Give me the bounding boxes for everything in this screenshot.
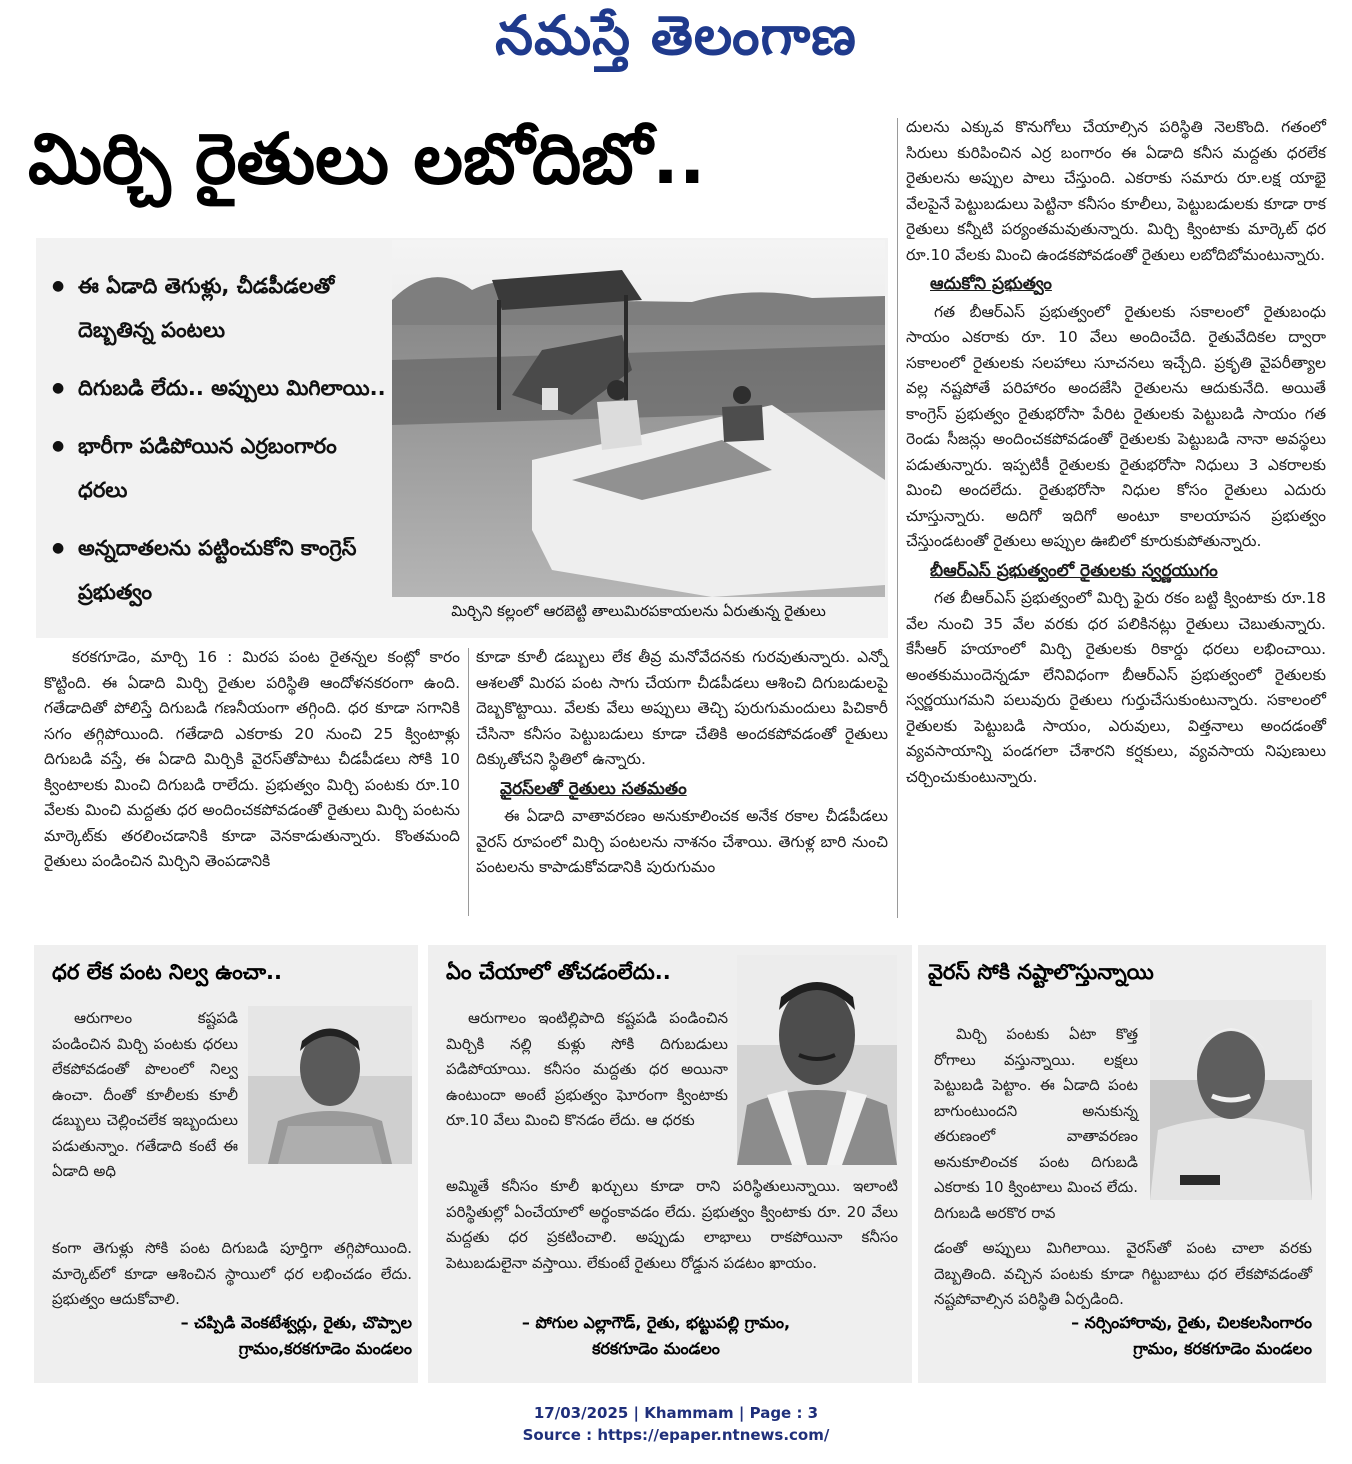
highlight-item: ● ఈ ఏడాది తెగుళ్లు, చీడపీడలతో దెబ్బతిన్న పంటలు: [52, 264, 392, 352]
farmer-portrait-3: [1150, 1000, 1312, 1200]
quote-title: వైరస్ సోకి నష్టాలొస్తున్నాయి: [928, 960, 1154, 984]
signature-line: గ్రామం,కరకగూడెం మండలం: [238, 1339, 412, 1358]
signature-line: – నర్సింహారావు, రైతు, చిలకలసింగారం: [1071, 1313, 1312, 1332]
signature-line: కరకగూడెం మండలం: [592, 1339, 720, 1358]
quote-paragraph: కంగా తెగుళ్లు సోకి పంట దిగుబడి పూర్తిగా తగ్గిపోయింది. మార్కెట్‌లో కూడా ఆశించిన స్థాయిలో ధర లభించడం లేదు. ప్రభుత్వం ఆదుకోవాలి.: [52, 1239, 412, 1308]
quote-text: [446, 1006, 728, 1134]
article-paragraph: గత బీఆర్ఎస్ ప్రభుత్వంలో రైతులకు సకాలంలో రైతుబంధు సాయం ఎకరాకు రూ. 10 వేలు అందించేది. రైతువేదికల ద్వారా సకాలంలో రైతులకు సలహాలు సూచనలు ఇచ్చేది. ప్రకృతి వైపరీత్యాల వల్ల నష్టపోతే పరిహారం అందజేసి రైతులను ఆదుకునేది. అయితే కాంగ్రెస్ ప్రభుత్వం రైతుభరోసా పేరిట రైతులకు పెట్టుబడి సాయం గత రెండు సీజన్లు అందించకపోవడంతో రైతులకు పెట్టుబడి నానా అవస్థలు పడుతున్నారు. ఇప్పటికీ రైతులకు రైతుభరోసా నిధులు 3 ఎకరాలకు మించి అందలేదు. రైతుభరోసా నిధుల కోసం రైతులు ఎదురు చూస్తున్నారు. అదిగో ఇదిగో అంటూ కాలయాపన ప్రభుత్వం చేస్తుండటంతో రైతులు అప్పుల ఊబిలో కూరుకుపోతున్నారు.: [906, 302, 1326, 550]
farmers-drying-chillies-photo: [392, 240, 885, 597]
quote-paragraph: ఆరుగాలం కష్టపడి పండించిన మిర్చి పంటకు ధరలు లేకపోవడంతో పొలంలో నిల్వ ఉంచా. దీంతో కూలీలకు కూలీ డబ్బులు చెల్లించలేక ఇబ్బందులు పడుతున్నాం. గతేడాది కంటే ఈ ఏడాది అధి: [52, 1009, 238, 1180]
subheading-government: ఆదుకోని ప్రభుత్వం: [930, 274, 1052, 294]
quote-paragraph: డంతో అప్పులు మిగిలాయి. వైరస్‌తో పంట చాలా వరకు దెబ్బతింది. వచ్చిన పంటకు కూడా గిట్టుబాటు ధర లేకపోవడంతో నష్టపోవాల్సిన పరిస్థితి ఏర్పడింది.: [934, 1239, 1312, 1308]
farmer-portrait-1: [248, 1006, 412, 1164]
article-column-2: [476, 645, 888, 881]
highlights-list: [52, 264, 392, 628]
quote-paragraph: అమ్మితే కనీసం కూలీ ఖర్చులు కూడా రాని పరిస్థితులున్నాయి. ఇలాంటి పరిస్థితుల్లో ఏంచేయాలో అర్థంకావడం లేదు. ప్రభుత్వం క్వింటాకు రూ. 20 వేలు మద్దతు ధర ప్రకటించాలి. అప్పుడు లాభాలు రాకపోయినా కనీసం పెటుబడులైనా వస్తాయి. లేకుంటే రైతులు రోడ్డున పడటం ఖాయం.: [446, 1177, 898, 1272]
article-column-3: [906, 115, 1326, 790]
quote-text-continued: [934, 1236, 1312, 1313]
quote-signature: [52, 1310, 412, 1362]
source-link[interactable]: Source : https://epaper.ntnews.com/: [522, 1426, 830, 1444]
signature-line: గ్రామం, కరకగూడెం మండలం: [1133, 1339, 1312, 1358]
article-paragraph: కరకగూడెం, మార్చి 16 : మిరప పంట రైతన్నల కంట్లో కారం కొట్టింది. ఈ ఏడాది మిర్చి రైతుల పరిస్థితి ఆందోళనకరంగా ఉంది. గతేడాదితో పోలిస్తే దిగుబడి గణనీయంగా తగ్గింది. ధర కూడా సగానికి సగం తగ్గిపోయింది. గతేడాది ఎకరాకు 20 నుంచి 25 క్వింటాళ్లు దిగుబడి వస్తే, ఈ ఏడాది మిర్చికి వైరస్‌తోపాటు చీడపీడలు సోకి 10 క్వింటాలకు మించి దిగుబడి రాలేదు. ప్రభుత్వం మిర్చి పంటకు రూ.10 వేలకు మించి మద్దతు ధర అందించకపోవడంతో రైతులు మిర్చి పంటను మార్కెట్‌కు తరలించడానికి కూడా వెనకాడుతున్నారు. కొంతమంది రైతులు పండించిన మిర్చిని తెంపడానికి: [44, 648, 460, 870]
headline: మిర్చి రైతులు లబోదిబో..: [28, 118, 706, 200]
photo-caption: మిర్చిని కల్లంలో ఆరబెట్టి తాలుమిరపకాయలను ఏరుతున్న రైతులు: [451, 602, 826, 620]
quote-title: ధర లేక పంట నిల్వ ఉంచా..: [52, 960, 282, 984]
signature-line: – చప్పిడి వెంకటేశ్వర్లు, రైతు, చొప్పాల: [180, 1313, 412, 1332]
quote-signature: [934, 1310, 1312, 1362]
page-footer: [0, 1402, 1352, 1446]
highlight-item: ● దిగుబడి లేదు.. అప్పులు మిగిలాయి..: [52, 366, 392, 410]
article-paragraph: దులను ఎక్కువ కొనుగోలు చేయాల్సిన పరిస్థితి నెలకొంది. గతంలో సిరులు కురిపించిన ఎర్ర బంగారం ఈ ఏడాది కనీస మద్దతు ధరలేక రైతులను అప్పుల పాలు చేస్తుంది. ఎకరాకు సమారు రూ.లక్ష యాభై వేలపైనే పెట్టుబడులు పెట్టినా కనీసం కూలీలు, పెట్టుబడులకు కూడా రాక రైతులు కన్నీటి పర్యంతమవుతున్నారు. మిర్చి క్వింటాకు మార్కెట్ ధర రూ.10 వేలకు మించి ఉండకపోవడంతో రైతులు లబోదిబోమంటున్నారు.: [906, 118, 1326, 264]
subheading-virus: వైరస్‌లతో రైతులు సతమతం: [500, 778, 687, 799]
column-divider: [468, 648, 469, 916]
highlight-item: ● భారీగా పడిపోయిన ఎర్రబంగారం ధరలు: [52, 424, 392, 512]
subheading-brs: బీఆర్ఎస్ ప్రభుత్వంలో రైతులకు స్వర్ణయుగం: [930, 560, 1218, 581]
article-paragraph: ఈ ఏడాది వాతావరణం అనుకూలించక అనేక రకాల చీడపీడలు వైరస్ రూపంలో మిర్చి పంటలను నాశనం చేశాయి. తెగుళ్ల బారి నుంచి పంటలను కాపాడుకోవడానికి పురుగుమం: [476, 807, 888, 876]
edition-info: 17/03/2025 | Khammam | Page : 3: [533, 1404, 819, 1422]
signature-line: – పోగుల ఎల్లాగౌడ్, రైతు, భట్టుపల్లి గ్రామం,: [521, 1313, 791, 1332]
quote-paragraph: మిర్చి పంటకు ఏటా కొత్త రోగాలు వస్తున్నాయి. లక్షలు పెట్టుబడి పెట్టాం. ఈ ఏడాది పంట బాగుంటుందని అనుకున్న తరుణంలో వాతావరణం అనుకూలించక పంట దిగుబడి ఎకరాకు 10 క్వింటాలు మించ లేదు. దిగుబడి అరకొర రావ: [934, 1025, 1138, 1222]
article-paragraph: కూడా కూలీ డబ్బులు లేక తీవ్ర మనోవేదనకు గురవుతున్నారు. ఎన్నో ఆశలతో మిరప పంట సాగు చేయగా చీడపీడలు ఆశించి దిగుబడులపై దెబ్బకొట్టాయి. వేలకు వేలు అప్పులు తెచ్చి పురుగుమందులు పిచికారీ చేసినా కనీసం పెట్టుబడులు కూడా చేతికి అందకపోవడంతో రైతులు దిక్కుతోచని స్థితిలో ఉన్నారు.: [476, 648, 888, 768]
quote-title: ఏం చేయాలో తోచడంలేదు..: [446, 960, 671, 984]
masthead-logo: నమస్తే తెలంగాణ: [495, 4, 857, 67]
quote-text: [52, 1006, 238, 1185]
column-divider: [897, 118, 898, 918]
quote-paragraph: ఆరుగాలం ఇంటిల్లిపాది కష్టపడి పండించిన మిర్చికి నల్లి కుళ్లు సోకి దిగుబడులు పడిపోయాయి. కనీసం మద్దతు ధర అయినా ఉంటుందా అంటే ప్రభుత్వం ఘోరంగా క్వింటాకు రూ.10 వేలు మించి కొనడం లేదు. ఆ ధరకు: [446, 1009, 728, 1129]
quote-text-continued: [52, 1236, 412, 1313]
article-column-1: [44, 645, 460, 875]
quote-text: [934, 1022, 1138, 1226]
article-paragraph: గత బీఆర్ఎస్ ప్రభుత్వంలో మిర్చి ఫైరు రకం బట్టి క్వింటాకు రూ.18 వేల నుంచి 35 వేల వరకు ధర పలికినట్లు రైతులు చెబుతున్నారు. కేసీఆర్ హయాంలో మిర్చి రైతులకు రికార్డు ధరలు లభించాయి. అంతకుముందెన్నడూ లేనివిధంగా బీఆర్ఎస్ ప్రభుత్వంలో రైతులకు స్వర్ణయుగమని పలువురు రైతులు గుర్తుచేసుకుంటున్నారు. సకాలంలో రైతులకు పెట్టుబడి సాయం, ఎరువులు, విత్తనాలు అందడంతో వ్యవసాయాన్ని పండగలా చేశారని కర్షకులు, వ్యవసాయ నిపుణులు చర్చించుకుంటున్నారు.: [906, 589, 1326, 786]
quote-signature: [446, 1310, 866, 1362]
farmer-portrait-2: [737, 955, 897, 1165]
highlight-item: ● అన్నదాతలను పట్టించుకోని కాంగ్రెస్ ప్రభుత్వం: [52, 526, 392, 614]
quote-text-continued: [446, 1174, 898, 1276]
